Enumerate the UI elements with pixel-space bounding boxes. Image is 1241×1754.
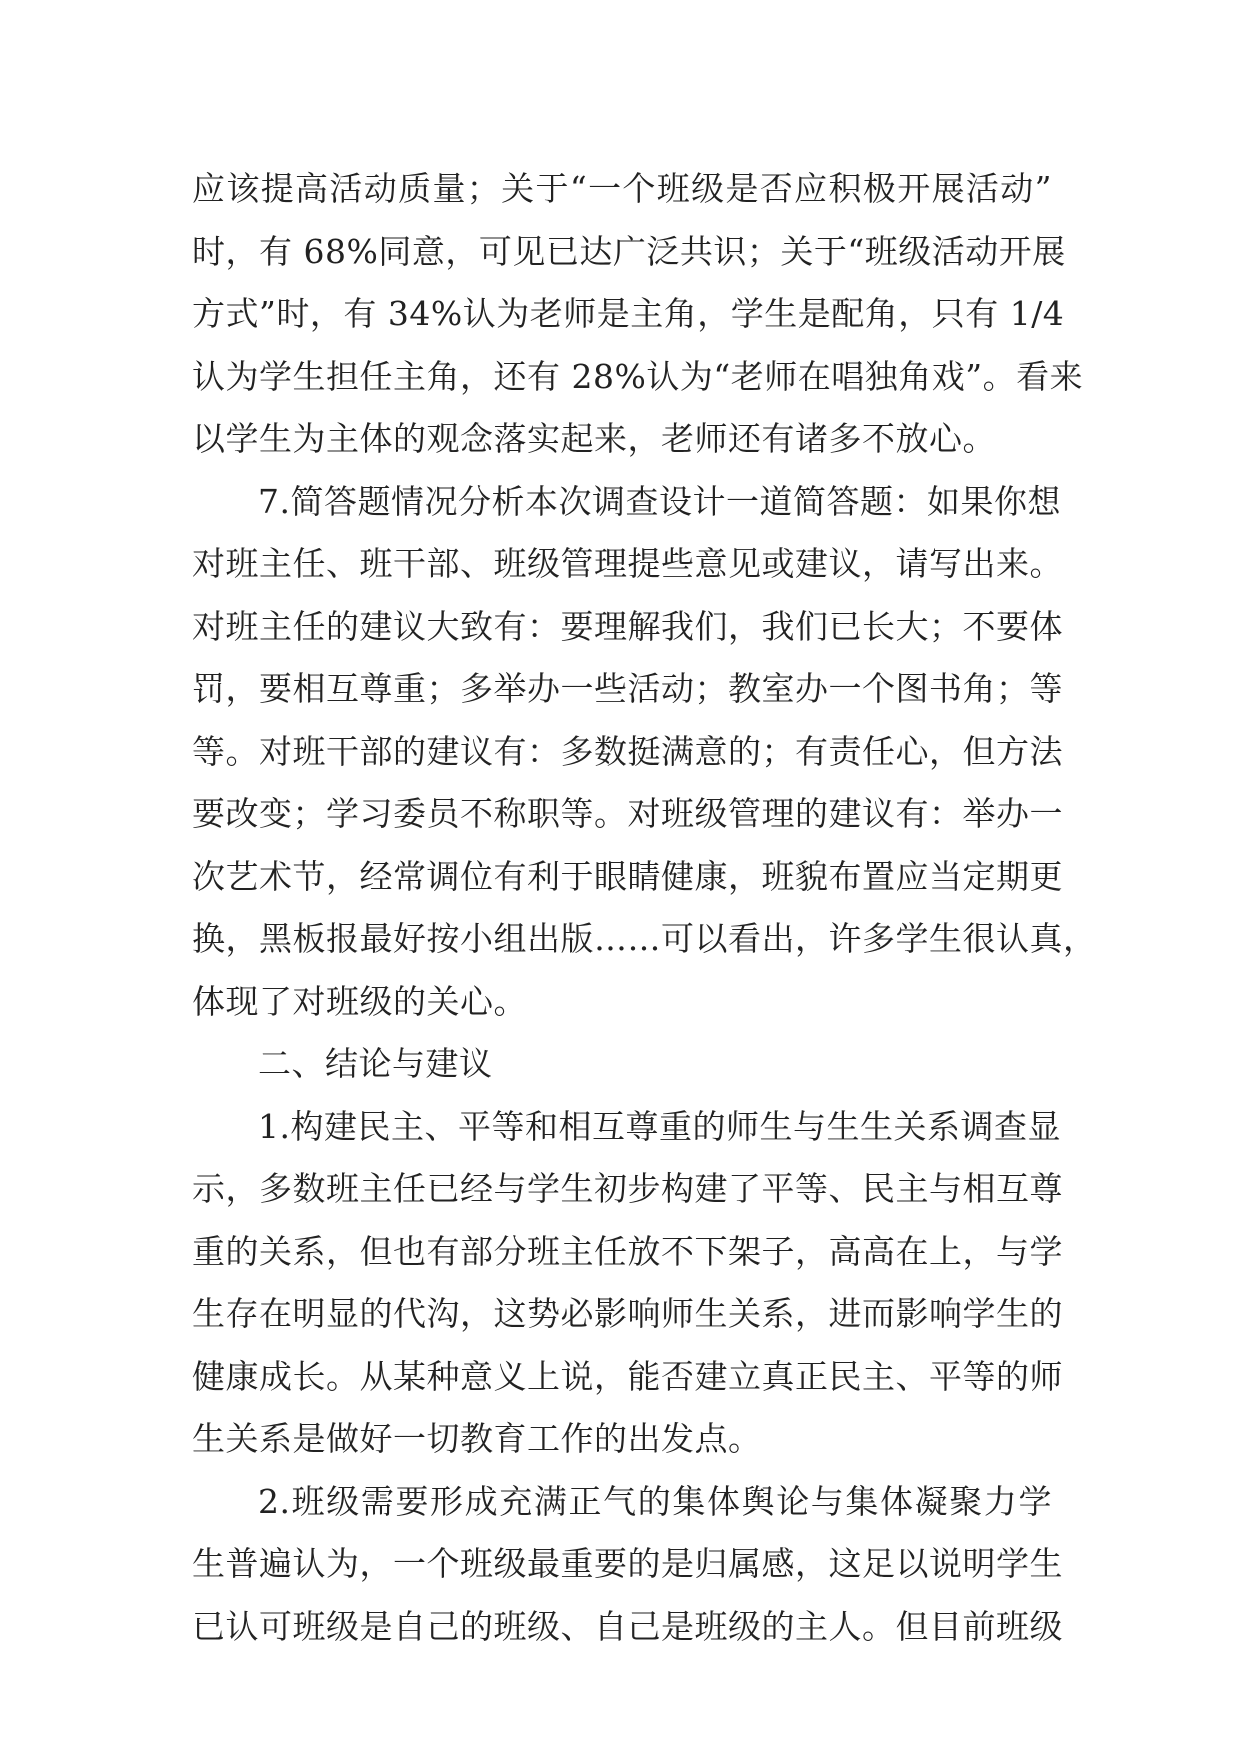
text-line: 1.构建民主、平等和相互尊重的师生与生生关系调查显 [258, 1106, 1061, 1146]
para-conclusion-1 [192, 1096, 1063, 1471]
text-line: 健康成长。从某种意义上说，能否建立真正民主、平等的师 [192, 1356, 1063, 1396]
text-line: 2.班级需要形成充满正气的集体舆论与集体凝聚力学 [258, 1481, 1052, 1521]
para-short-answer-analysis [192, 471, 1097, 1034]
text-line: 等。对班干部的建议有：多数挺满意的；有责任心，但方法 [192, 731, 1063, 771]
text-line: 对班主任的建议大致有：要理解我们，我们已长大；不要体 [192, 606, 1063, 646]
text-line: 以学生为主体的观念落实起来，老师还有诸多不放心。 [192, 419, 996, 458]
text-line: 生关系是做好一切教育工作的出发点。 [192, 1419, 762, 1458]
text-line: 次艺术节，经常调位有利于眼睛健康，班貌布置应当定期更 [192, 856, 1063, 896]
text-line: 换，黑板报最好按小组出版……可以看出，许多学生很认真， [192, 919, 1097, 958]
text-line: 对班主任、班干部、班级管理提些意见或建议，请写出来。 [192, 544, 1063, 583]
text-line: 方式”时，有 34%认为老师是主角，学生是配角，只有 1/4 [192, 294, 1065, 333]
text-line: 生普遍认为，一个班级最重要的是归属感，这足以说明学生 [192, 1544, 1063, 1583]
text-line: 示，多数班主任已经与学生初步构建了平等、民主与相互尊 [192, 1169, 1063, 1208]
text-line: 体现了对班级的关心。 [192, 981, 527, 1021]
text-line: 生存在明显的代沟，这势必影响师生关系，进而影响学生的 [192, 1294, 1063, 1333]
text-line: 罚，要相互尊重；多举办一些活动；教室办一个图书角；等 [192, 669, 1063, 708]
section-heading-conclusions [192, 1033, 1052, 1096]
text-line: 已认可班级是自己的班级、自己是班级的主人。但目前班级 [192, 1606, 1063, 1646]
text-line: 应该提高活动质量；关于“一个班级是否应积极开展活动” [192, 169, 1052, 208]
text-line: 重的关系，但也有部分班主任放不下架子，高高在上，与学 [192, 1231, 1063, 1271]
text-line: 认为学生担任主角，还有 28%认为“老师在唱独角戏”。看来 [192, 356, 1084, 396]
document-body [192, 158, 1097, 1658]
text-line: 时，有 68%同意，可见已达广泛共识；关于“班级活动开展 [192, 231, 1066, 271]
para-conclusion-2 [192, 1471, 1063, 1659]
para-survey-percentages [192, 158, 1084, 471]
text-line: 7.简答题情况分析本次调查设计一道简答题：如果你想 [258, 481, 1061, 521]
section-heading: 二、结论与建议 [258, 1044, 493, 1083]
text-line: 要改变；学习委员不称职等。对班级管理的建议有：举办一 [192, 794, 1063, 833]
